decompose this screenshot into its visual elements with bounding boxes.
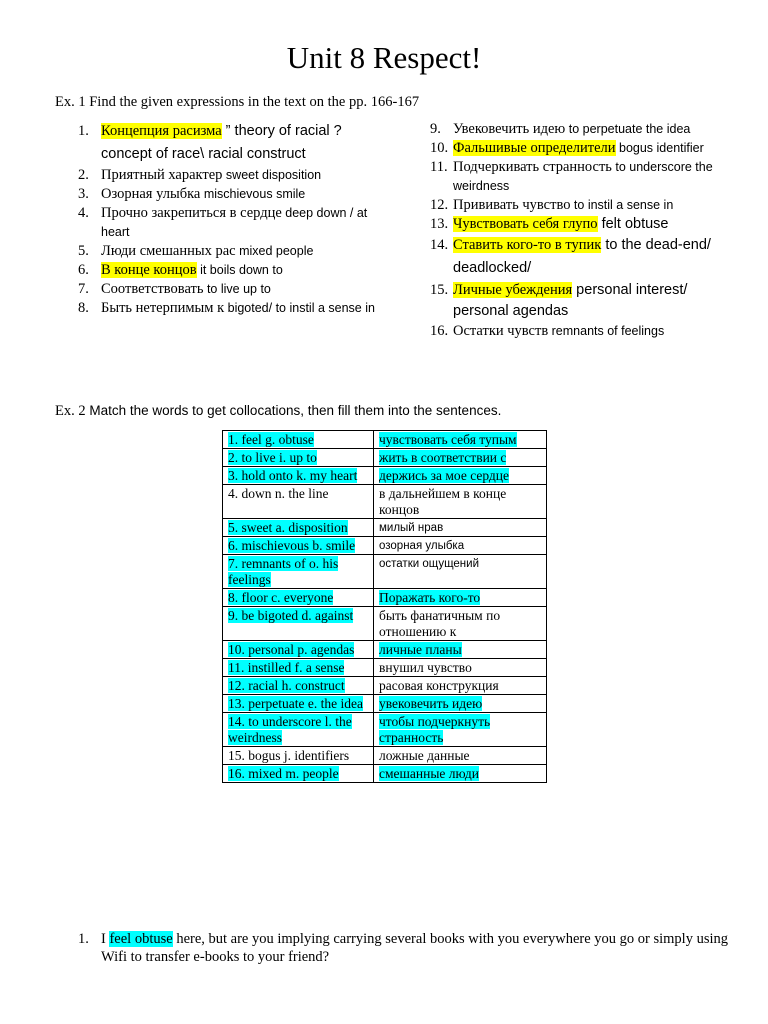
- collocation-english-cell: 7. remnants of o. his feelings: [223, 555, 374, 589]
- table-row: [223, 485, 547, 519]
- collocation-english-cell: 12. racial h. construct: [223, 677, 374, 695]
- collocation-russian-cell: в дальнейшем в конце концов: [374, 485, 547, 519]
- table-row: [223, 449, 547, 467]
- russian-phrase: Чувствовать себя глупо: [453, 216, 598, 232]
- russian-phrase: Личные убеждения: [453, 282, 573, 298]
- table-row: [223, 555, 547, 589]
- collocation-russian-cell: держись за мое сердце: [374, 467, 547, 485]
- list-item: 9. Увековечить идею to perpetuate the idea: [430, 121, 691, 137]
- english-phrase: to underscore the weirdness: [453, 160, 713, 193]
- exercise-1-left-list: [78, 120, 378, 318]
- table-row: [223, 695, 547, 713]
- table-row: [223, 641, 547, 659]
- russian-phrase: Озорная улыбка: [101, 186, 201, 202]
- russian-phrase: Прочно закрепиться в сердце: [101, 205, 282, 221]
- english-phrase: personal interest/ personal agendas: [453, 282, 688, 319]
- russian-phrase: Люди смешанных рас: [101, 243, 236, 259]
- russian-phrase: Остатки чувств: [453, 323, 549, 339]
- table-row: [223, 765, 547, 783]
- collocation-english-cell: 10. personal p. agendas: [223, 641, 374, 659]
- collocation-english-cell: 15. bogus j. identifiers: [223, 747, 374, 765]
- list-item: 10. Фальшивые определители bogus identifier: [430, 140, 704, 156]
- exercise-2-heading: Ex. 2 Match the words to get collocations, then fill them into the sentences.: [55, 403, 502, 419]
- english-phrase: to instil a sense in: [570, 198, 674, 212]
- english-phrase: sweet disposition: [222, 168, 322, 182]
- exercise-1-heading: Ex. 1 Find the given expressions in the text on the pp. 166-167: [55, 94, 420, 110]
- table-row: [223, 519, 547, 537]
- highlighted-answer: feel obtuse: [109, 931, 173, 947]
- list-item: 7. Соответствовать to live up to: [78, 281, 271, 297]
- collocation-english-cell: 6. mischievous b. smile: [223, 537, 374, 555]
- english-phrase: bogus identifier: [615, 141, 704, 155]
- english-phrase: felt obtuse: [597, 216, 669, 232]
- table-row: [223, 467, 547, 485]
- list-item: 1. Концепция расизма ” theory of racial ? concept of race\ racial construct: [78, 123, 342, 162]
- english-phrase: to perpetuate the idea: [565, 122, 691, 136]
- list-item: 5. Люди смешанных рас mixed people: [78, 243, 314, 259]
- table-row: [223, 713, 547, 747]
- russian-phrase: Соответствовать: [101, 281, 204, 297]
- collocation-english-cell: 1. feel g. obtuse: [223, 431, 374, 449]
- collocation-russian-cell: чувствовать себя тупым: [374, 431, 547, 449]
- collocation-english-cell: 2. to live i. up to: [223, 449, 374, 467]
- list-item: 16. Остатки чувств remnants of feelings: [430, 323, 665, 339]
- list-item: 8. Быть нетерпимым к bigoted/ to instil a sense in: [78, 300, 375, 316]
- list-item: 2. Приятный характер sweet disposition: [78, 167, 322, 183]
- table-row: [223, 431, 547, 449]
- collocation-english-cell: 14. to underscore l. the weirdness: [223, 713, 374, 747]
- russian-phrase: Увековечить идею: [453, 121, 566, 137]
- collocation-russian-cell: озорная улыбка: [374, 537, 547, 555]
- english-phrase: it boils down to: [196, 263, 283, 277]
- collocation-russian-cell: чтобы подчеркнуть странность: [374, 713, 547, 747]
- collocation-russian-cell: быть фанатичным по отношению к: [374, 607, 547, 641]
- russian-phrase: Приятный характер: [101, 167, 223, 183]
- list-item: 4. Прочно закрепиться в сердце deep down / at heart: [78, 205, 368, 239]
- collocation-russian-cell: остатки ощущений: [374, 555, 547, 589]
- russian-phrase: Прививать чувство: [453, 197, 571, 213]
- collocation-english-cell: 3. hold onto k. my heart: [223, 467, 374, 485]
- collocation-english-cell: 9. be bigoted d. against: [223, 607, 374, 641]
- table-row: [223, 677, 547, 695]
- list-item: 11. Подчеркивать странность to underscore the weirdness: [430, 159, 713, 193]
- english-phrase: mischievous smile: [200, 187, 306, 201]
- russian-phrase: Подчеркивать странность: [453, 159, 612, 175]
- collocation-english-cell: 16. mixed m. people: [223, 765, 374, 783]
- collocation-russian-cell: ложные данные: [374, 747, 547, 765]
- collocation-russian-cell: личные планы: [374, 641, 547, 659]
- collocation-english-cell: 8. floor c. everyone: [223, 589, 374, 607]
- list-item: 15. Личные убеждения personal interest/ personal agendas: [430, 282, 688, 319]
- english-phrase: bigoted/ to instil a sense in: [224, 301, 375, 315]
- collocation-russian-cell: внушил чувство: [374, 659, 547, 677]
- table-row: [223, 747, 547, 765]
- exercise-sentence-1: 1. I feel obtuse here, but are you implying carrying several books with you everywhere you go or simply using Wifi to transfer e-books to your friend?: [78, 931, 728, 965]
- list-item: 13. Чувствовать себя глупо felt obtuse: [430, 216, 669, 232]
- english-phrase: deep down / at heart: [101, 206, 368, 239]
- collocation-russian-cell: смешанные люди: [374, 765, 547, 783]
- collocation-russian-cell: милый нрав: [374, 519, 547, 537]
- collocations-table: [222, 430, 547, 783]
- russian-phrase: Быть нетерпимым к: [101, 300, 225, 316]
- english-phrase: to live up to: [203, 282, 271, 296]
- exercise-1-right-list: [430, 120, 730, 341]
- collocation-russian-cell: Поражать кого-то: [374, 589, 547, 607]
- collocation-russian-cell: жить в соответствии с: [374, 449, 547, 467]
- table-row: [223, 659, 547, 677]
- table-row: [223, 589, 547, 607]
- list-item: 6. В конце концов it boils down to: [78, 262, 283, 278]
- collocation-english-cell: 11. instilled f. a sense: [223, 659, 374, 677]
- collocation-english-cell: 5. sweet a. disposition: [223, 519, 374, 537]
- collocation-english-cell: 4. down n. the line: [223, 485, 374, 519]
- list-item: 3. Озорная улыбка mischievous smile: [78, 186, 306, 202]
- collocation-russian-cell: увековечить идею: [374, 695, 547, 713]
- list-item: 14. Ставить кого-то в тупик to the dead-end/ deadlocked/: [430, 237, 711, 276]
- table-row: [223, 537, 547, 555]
- english-phrase: to the dead-end/ deadlocked/: [453, 237, 711, 276]
- english-phrase: ” theory of racial ? concept of race\ racial construct: [101, 123, 342, 162]
- russian-phrase: Фальшивые определители: [453, 140, 616, 156]
- collocation-english-cell: 13. perpetuate e. the idea: [223, 695, 374, 713]
- russian-phrase: В конце концов: [101, 262, 197, 278]
- collocation-russian-cell: расовая конструкция: [374, 677, 547, 695]
- russian-phrase: Ставить кого-то в тупик: [453, 237, 602, 253]
- list-item: 12. Прививать чувство to instil a sense in: [430, 197, 674, 213]
- english-phrase: remnants of feelings: [548, 324, 665, 338]
- table-row: [223, 607, 547, 641]
- page-title: Unit 8 Respect!: [286, 40, 482, 75]
- english-phrase: mixed people: [235, 244, 314, 258]
- russian-phrase: Концепция расизма: [101, 123, 222, 139]
